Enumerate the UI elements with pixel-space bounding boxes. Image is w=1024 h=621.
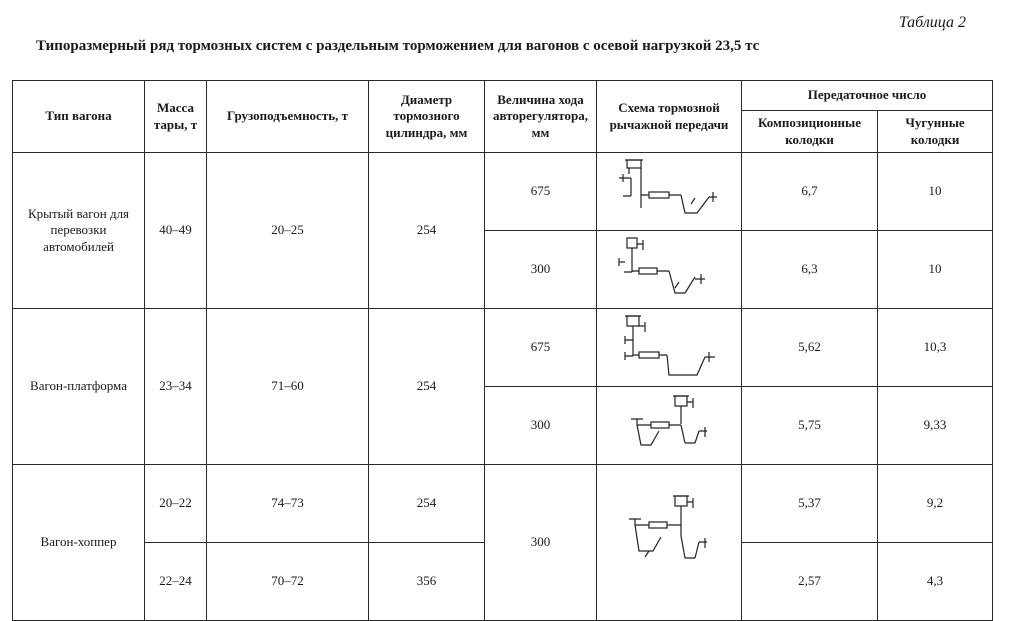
cell-cast-iron: 10,3	[878, 309, 993, 387]
cell-diameter: 254	[369, 465, 485, 543]
cell-tare: 22–24	[145, 543, 207, 621]
table-number: Таблица 2	[898, 14, 966, 31]
cell-composite: 2,57	[742, 543, 878, 621]
cell-capacity: 74–73	[207, 465, 369, 543]
cell-composite: 5,37	[742, 465, 878, 543]
table-row	[13, 153, 993, 231]
header-regulator-stroke: Величина хода авторегулятора, мм	[485, 81, 597, 153]
table-title: Типоразмерный ряд тормозных систем с раздельным торможением для вагонов с осевой нагрузкой 23,5 тс	[36, 38, 760, 54]
header-row	[13, 81, 993, 111]
cell-composite: 6,3	[742, 231, 878, 309]
cell-tare: 20–22	[145, 465, 207, 543]
cell-capacity: 71–60	[207, 309, 369, 465]
cell-composite: 5,62	[742, 309, 878, 387]
cell-cast-iron: 10	[878, 153, 993, 231]
cell-composite: 6,7	[742, 153, 878, 231]
cell-cast-iron: 4,3	[878, 543, 993, 621]
cell-stroke: 675	[485, 153, 597, 231]
header-capacity: Грузоподъемность, т	[207, 81, 369, 153]
cell-stroke: 300	[485, 387, 597, 465]
cell-diameter: 356	[369, 543, 485, 621]
cell-tare: 40–49	[145, 153, 207, 309]
cell-diameter: 254	[369, 309, 485, 465]
cell-cast-iron: 9,33	[878, 387, 993, 465]
table-row	[13, 465, 993, 543]
header-gear-ratio: Передаточное число	[742, 81, 993, 111]
cell-stroke: 300	[485, 231, 597, 309]
cell-stroke: 300	[485, 465, 597, 621]
header-wagon-type: Тип вагона	[13, 81, 145, 153]
brake-scheme-diagram	[597, 465, 742, 621]
cell-wagon-type: Вагон-хоппер	[13, 465, 145, 621]
brake-scheme-diagram	[597, 387, 742, 465]
header-cast-iron: Чугунные колодки	[878, 111, 993, 153]
cell-capacity: 70–72	[207, 543, 369, 621]
cell-diameter: 254	[369, 153, 485, 309]
brake-scheme-diagram	[597, 231, 742, 309]
brake-scheme-diagram	[597, 309, 742, 387]
cell-tare: 23–34	[145, 309, 207, 465]
cell-cast-iron: 9,2	[878, 465, 993, 543]
brake-systems-table	[12, 80, 993, 621]
cell-stroke: 675	[485, 309, 597, 387]
cell-capacity: 20–25	[207, 153, 369, 309]
cell-cast-iron: 10	[878, 231, 993, 309]
cell-composite: 5,75	[742, 387, 878, 465]
header-composite: Композиционные колодки	[742, 111, 878, 153]
table-row	[13, 309, 993, 387]
header-tare-mass: Масса тары, т	[145, 81, 207, 153]
header-cylinder-diameter: Диаметр тормозного цилиндра, мм	[369, 81, 485, 153]
header-scheme: Схема тормозной рычажной передачи	[597, 81, 742, 153]
cell-wagon-type: Крытый вагон для перевозки автомобилей	[13, 153, 145, 309]
brake-scheme-diagram	[597, 153, 742, 231]
cell-wagon-type: Вагон-платформа	[13, 309, 145, 465]
